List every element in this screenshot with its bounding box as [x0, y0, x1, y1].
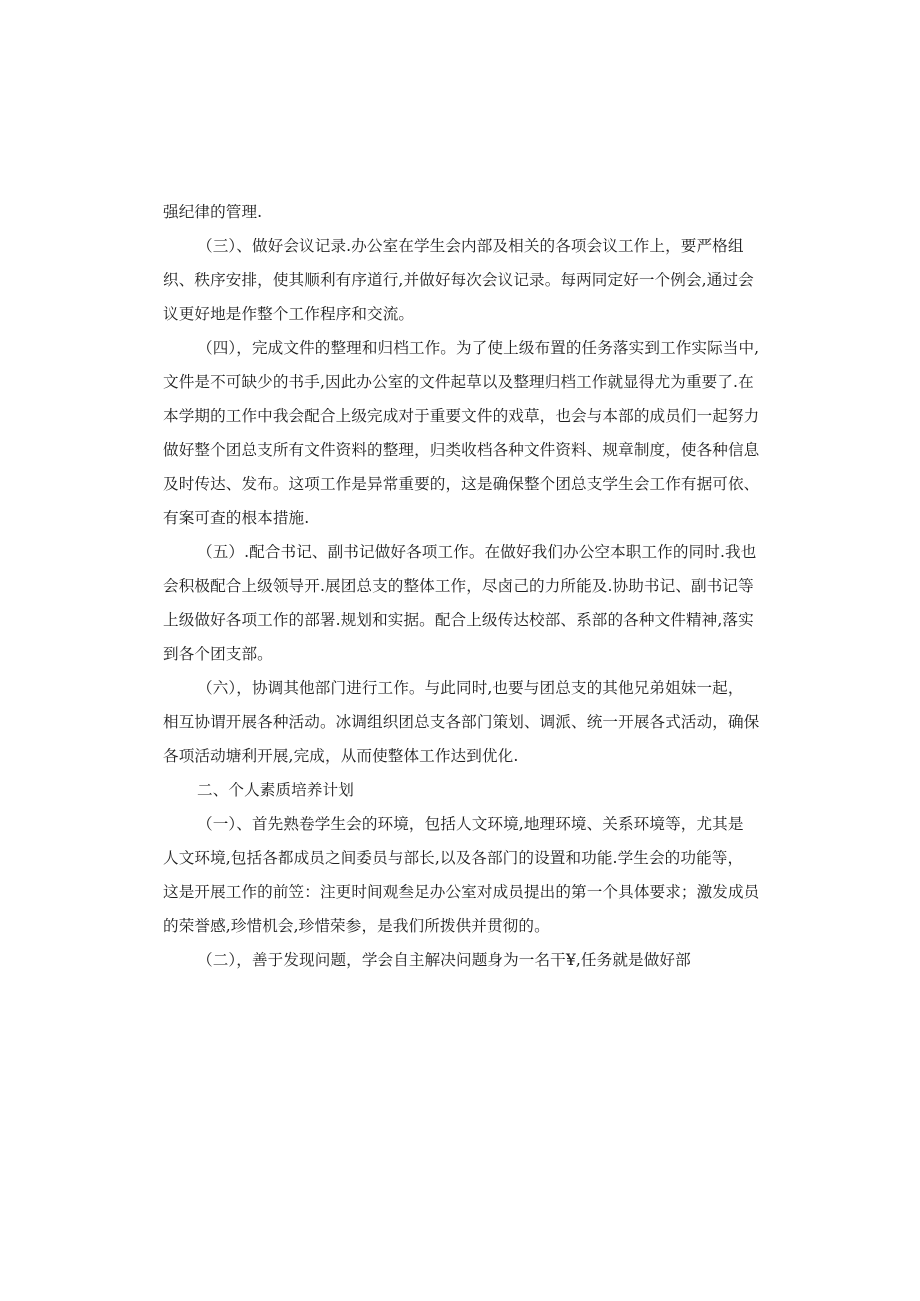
text-line: 及时传达、发布。这项工作是异常重要的，这是确保整个团总支学生会工作有据可依、	[163, 475, 760, 493]
paragraph-4-start: （四），完成文件的整理和归档工作。为了使上级布置的任务落实到工作实际当中,	[197, 339, 760, 357]
paragraph-6-start: （六），协调其他部门进行工作。与此同时,也要与团总支的其他兄弟姐妹一起，	[197, 679, 744, 697]
text-line: 这是开展工作的前笠：注更时间观叁足办公室对成员提出的第一个具体要求；激发成员	[163, 883, 760, 901]
paragraph-5-start: （五）.配合书记、副书记做好各项工作。在做好我们办公空本职工作的同时.我也	[197, 543, 757, 561]
text-line: 的荣誉感,珍惜机会,珍惜荣参，是我们所拨供并贯彻的。	[163, 917, 550, 935]
text-line: 人文环境,包括各都成员之间委员与部长,以及各部门的设置和功能.学生会的功能等，	[163, 849, 744, 867]
text-line: 上级做好各项工作的部署.规划和实据。配合上级传达校部、系部的各种文件精神,落实	[163, 611, 754, 629]
paragraph-2-start: （二），善于发现问题，学会自主解决问题身为一名干¥,任务就是做好部	[197, 951, 691, 969]
text-line: 相互协谓开展各种活动。冰调组织团总支各部门策划、调派、统一开展各式活动，确保	[163, 713, 760, 731]
text-line: 强纪律的管理.	[163, 203, 263, 221]
text-line: 文件是不可缺少的书手,因此办公室的文件起草以及整理归档工作就显得尤为重要了.在	[163, 373, 754, 391]
text-line: 会积极配合上级领导开.展团总支的整体工作，尽卤己的力所能及.协助书记、副书记等	[163, 577, 754, 595]
text-line: 各项活动塘利开展,完成，从而使整体工作达到优化.	[163, 747, 519, 765]
section-heading: 二、个人素质培养计划	[197, 781, 354, 799]
text-line: 有案可查的根本措施.	[163, 509, 310, 527]
paragraph-1-start: （一）、首先熟卷学生会的环境，包括人文环境,地理环境、关系环境等，尤其是	[197, 815, 744, 833]
text-line: 织、秩序安排，使其顺利有序道行,并做好每次会议记录。每两同定好一个例会,通过会	[163, 271, 754, 289]
text-line: 议更好地是作整个工作程序和交流。	[163, 305, 415, 323]
text-line: 本学期的工作中我会配合上级完成对于重要文件的戏草，也会与本部的成员们一起努力	[163, 407, 760, 425]
paragraph-3-start: （三）、做好会议记录.办公室在学生会内部及相关的各项会议工作上，要严格组	[197, 237, 744, 255]
text-line: 做好整个团总支所有文件资料的整理，归类收档各种文件资料、规章制度，使各种信息	[163, 441, 760, 459]
text-line: 到各个团支部。	[163, 645, 273, 663]
